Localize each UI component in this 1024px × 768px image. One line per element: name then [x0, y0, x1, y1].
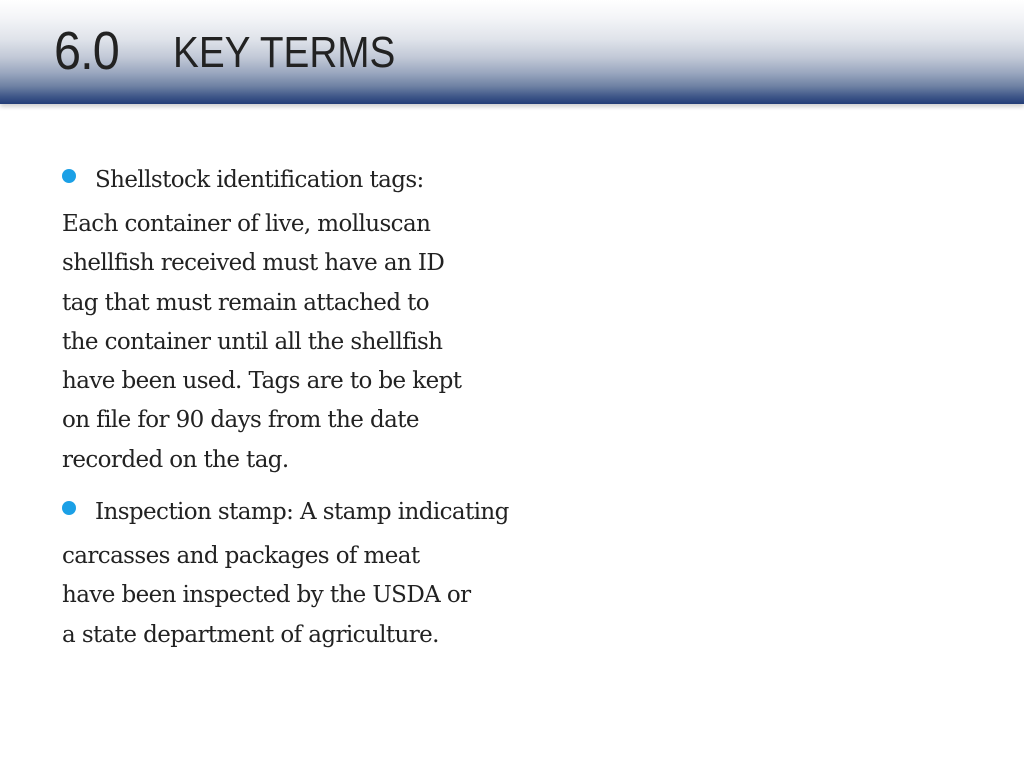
definition-shellstock-tags [62, 205, 662, 480]
slide-body [62, 162, 662, 655]
section-number: 6.0 [54, 21, 119, 81]
bullet-icon [62, 501, 76, 515]
definition-line: carcasses and packages of meat [62, 543, 420, 570]
term-label: Shellstock identification tags: [95, 167, 424, 193]
definition-inspection-stamp [62, 537, 662, 655]
slide-title: KEY TERMS [173, 28, 396, 77]
definition-line: the container until all the shellfish [62, 328, 443, 355]
term-label: Inspection stamp: A stamp indicating [95, 499, 509, 526]
term-inspection-stamp [62, 494, 662, 530]
definition-line: Each container of live, molluscan [62, 211, 431, 237]
definition-line: tag that must remain attached to [62, 289, 430, 316]
definition-line: a state department of agriculture. [62, 621, 439, 648]
definition-line: have been inspected by the USDA or [62, 582, 471, 609]
slide-header [0, 0, 1024, 104]
definition-line: on file for 90 days from the date [62, 407, 419, 434]
definition-line: shellfish received must have an ID [62, 250, 445, 277]
definition-line: recorded on the tag. [62, 446, 289, 473]
definition-line: have been used. Tags are to be kept [62, 368, 462, 395]
term-shellstock-tags [62, 162, 662, 198]
bullet-icon [62, 169, 76, 183]
